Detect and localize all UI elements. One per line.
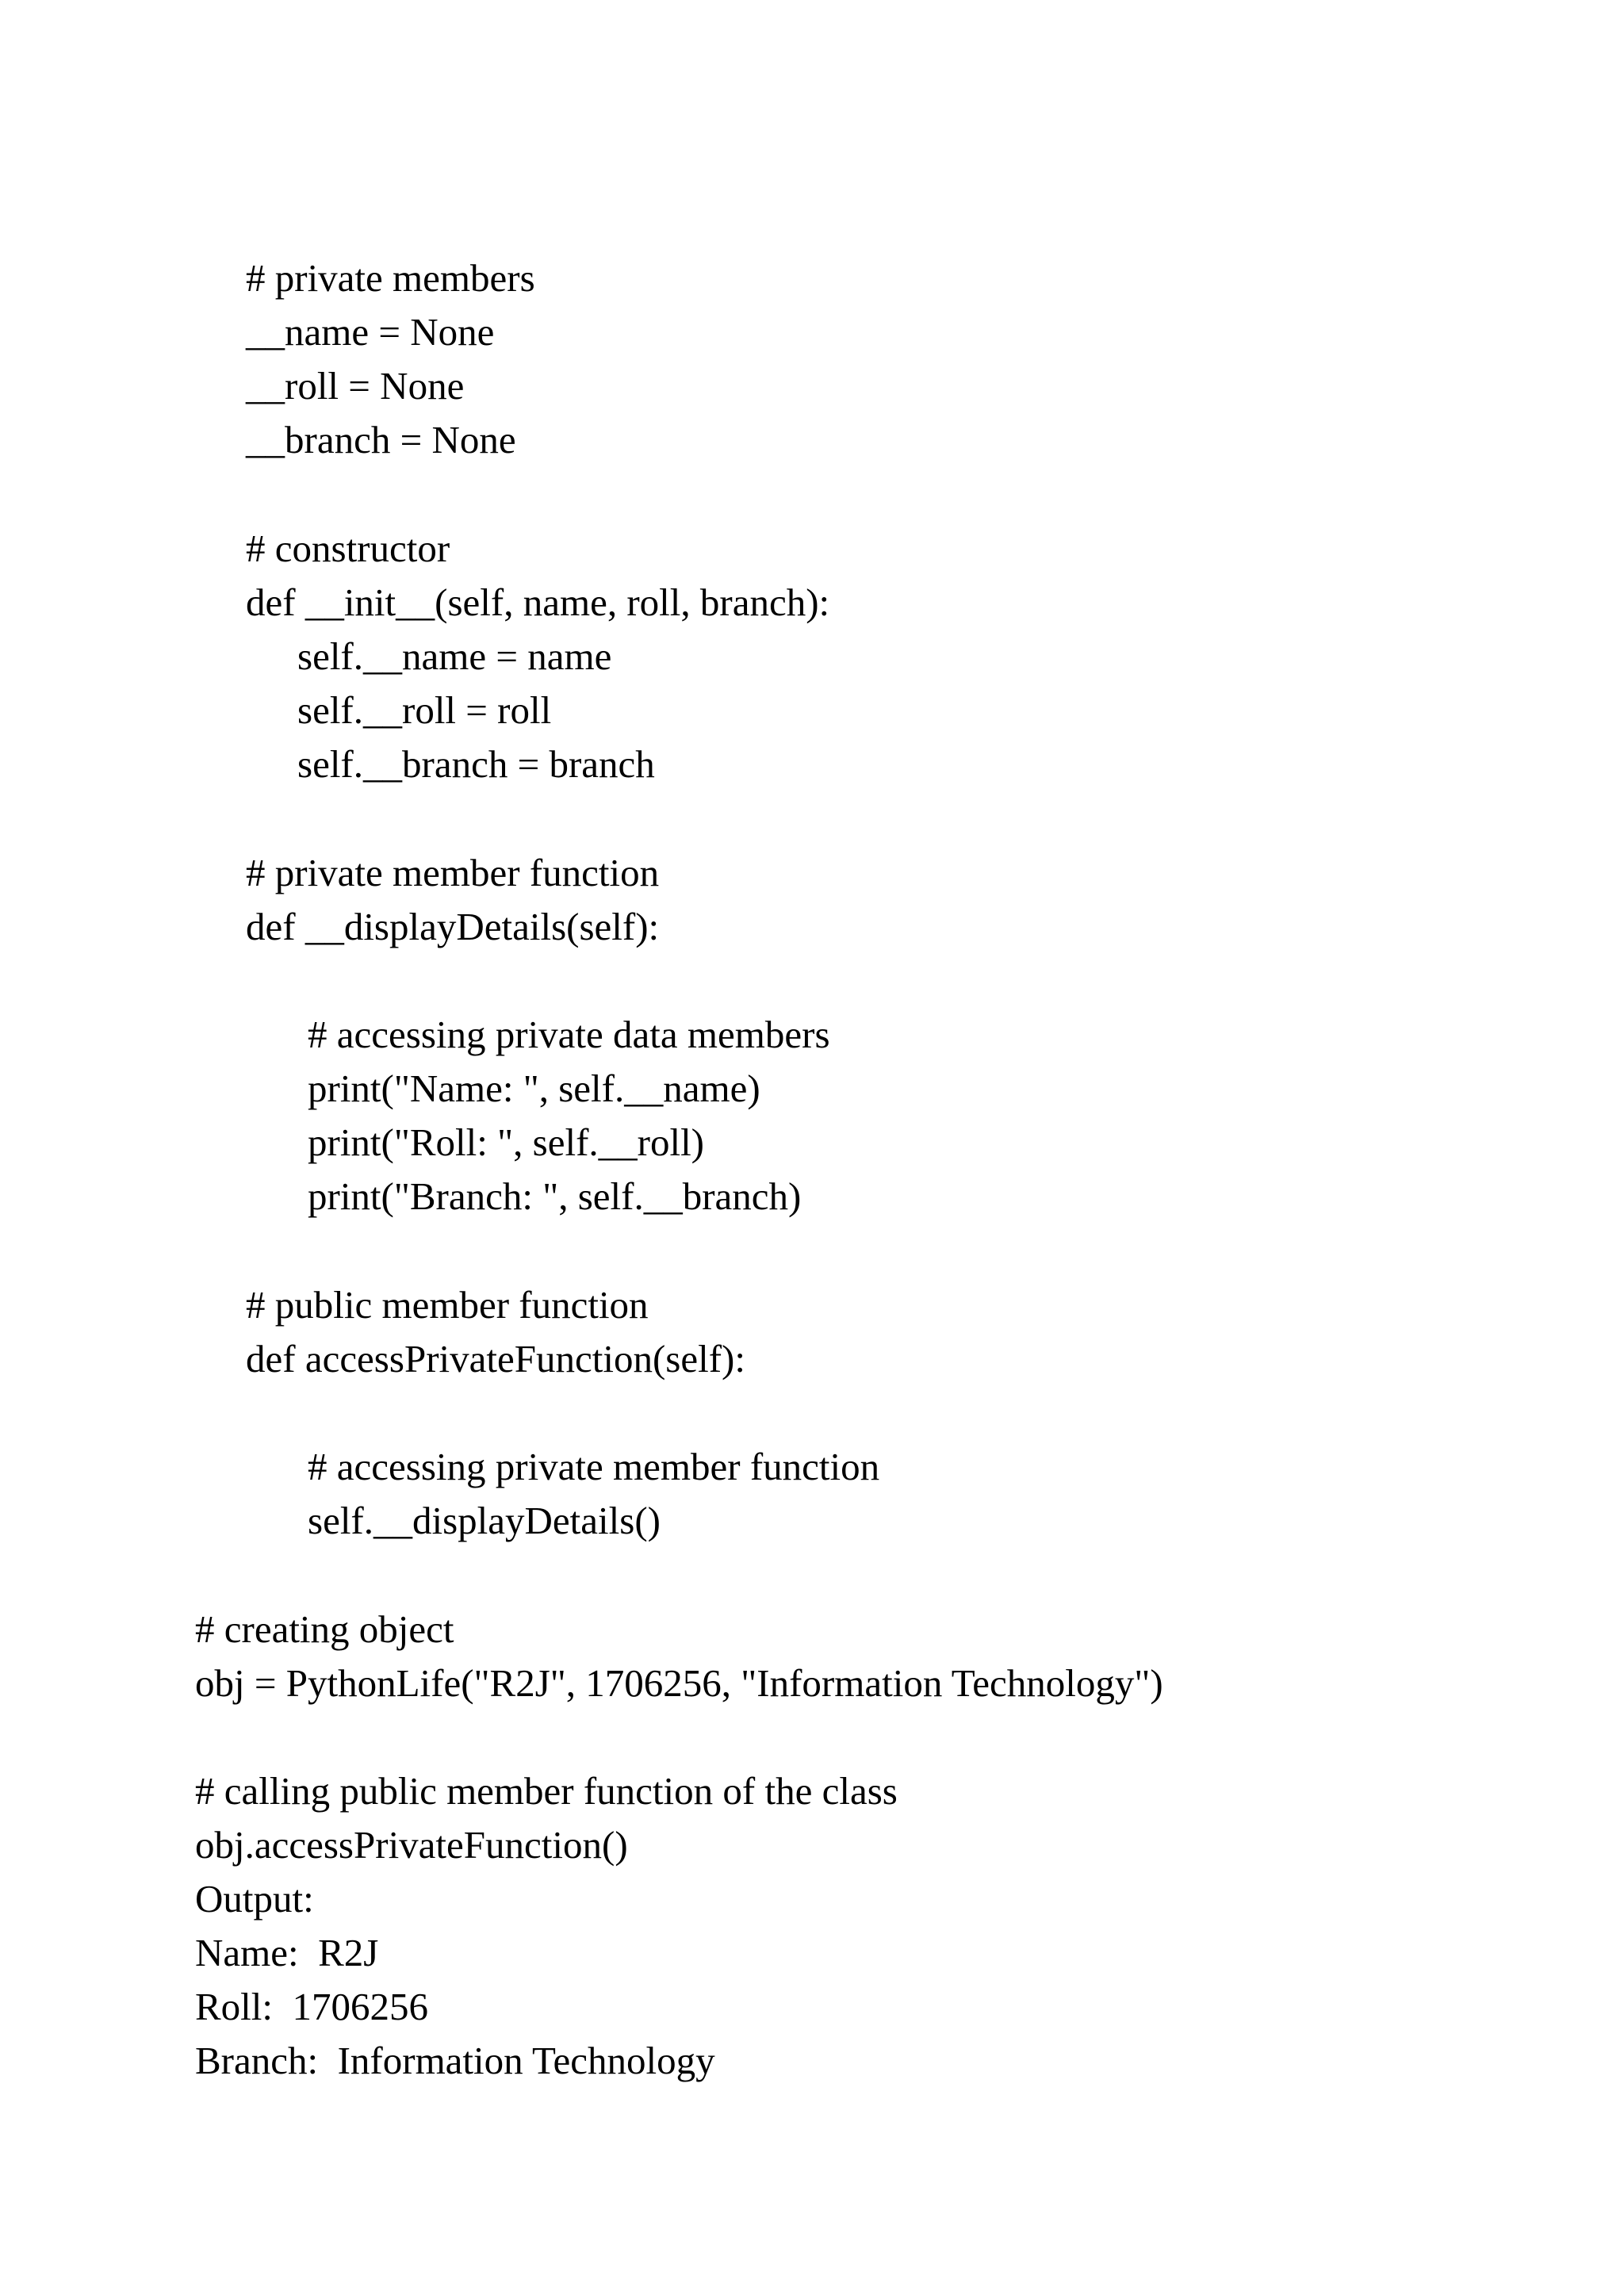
output-roll: Roll: 1706256: [195, 1985, 429, 2028]
code-line-def-init: def __init__(self, name, roll, branch):: [246, 580, 830, 624]
code-line-self-roll: self.__roll = roll: [297, 688, 552, 732]
code-line-def-display-details: def __displayDetails(self):: [246, 905, 660, 948]
output-name: Name: R2J: [195, 1931, 379, 1974]
code-line-print-branch: print("Branch: ", self.__branch): [308, 1174, 802, 1218]
code-line-obj-create: obj = PythonLife("R2J", 1706256, "Information Technology"): [195, 1661, 1163, 1705]
comment-accessing-private-data: # accessing private data members: [308, 1013, 830, 1056]
comment-public-member-function: # public member function: [246, 1283, 649, 1327]
code-line-call-access-private: obj.accessPrivateFunction(): [195, 1823, 628, 1867]
code-line-def-access-private: def accessPrivateFunction(self):: [246, 1337, 745, 1381]
code-line-name-none: __name = None: [246, 310, 495, 354]
output-branch: Branch: Information Technology: [195, 2039, 715, 2082]
code-line-print-name: print("Name: ", self.__name): [308, 1067, 760, 1110]
comment-creating-object: # creating object: [195, 1607, 454, 1651]
comment-constructor: # constructor: [246, 527, 450, 570]
comment-private-member-function: # private member function: [246, 851, 660, 894]
code-line-branch-none: __branch = None: [246, 418, 516, 461]
code-line-roll-none: __roll = None: [246, 364, 465, 408]
output-heading: Output:: [195, 1877, 314, 1921]
comment-accessing-private-function: # accessing private member function: [308, 1445, 880, 1488]
code-line-self-name: self.__name = name: [297, 634, 612, 678]
code-line-self-branch: self.__branch = branch: [297, 742, 655, 786]
code-line-call-display-details: self.__displayDetails(): [308, 1499, 661, 1542]
comment-calling-public-function: # calling public member function of the class: [195, 1769, 898, 1813]
comment-private-members: # private members: [246, 256, 535, 300]
code-line-print-roll: print("Roll: ", self.__roll): [308, 1120, 705, 1164]
